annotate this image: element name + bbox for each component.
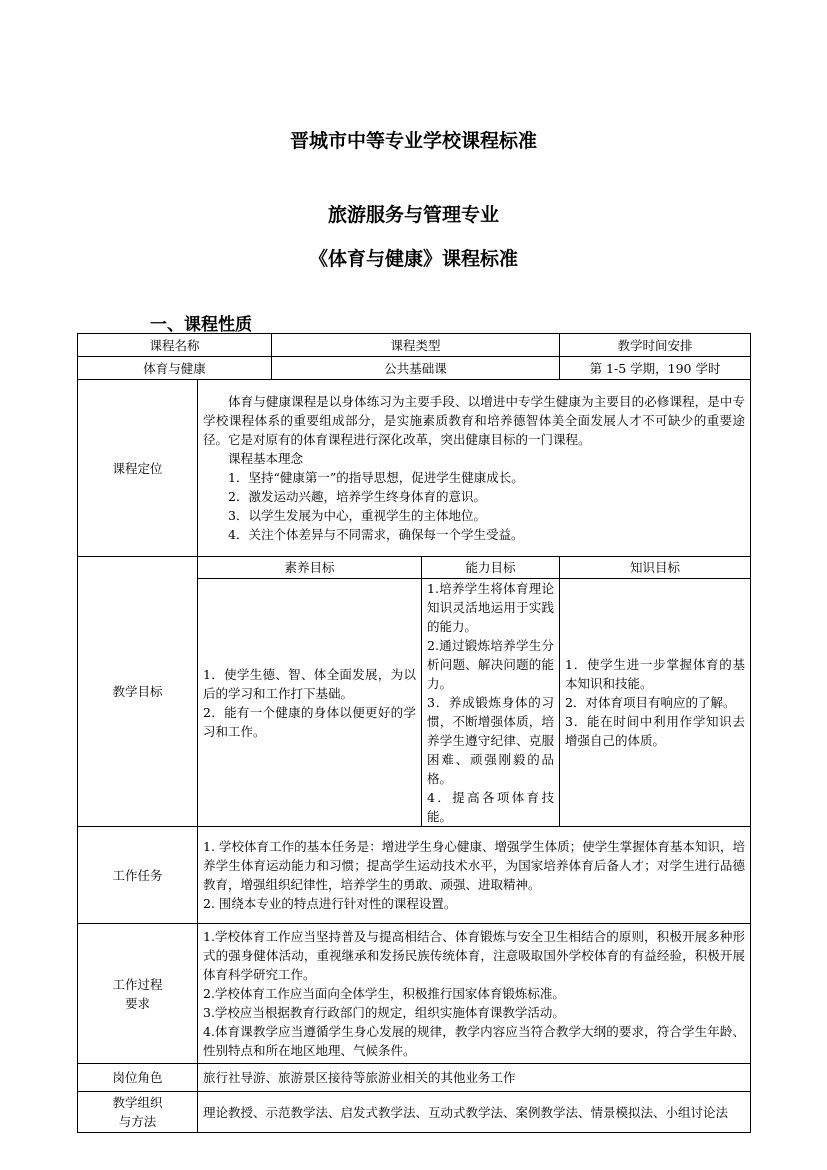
literacy-goal-item: 2．能有一个健康的身体以便更好的学习和工作。 (203, 704, 417, 739)
process-label-line: 工作过程 (112, 976, 163, 992)
method-label-line: 与方法 (118, 1114, 157, 1129)
tasks-label: 工作任务 (78, 827, 198, 924)
role-row (78, 1064, 751, 1092)
concept-item: 1．坚持“健康第一”的指导思想，促进学生健康成长。 (228, 470, 524, 485)
method-value: 理论教授、示范教学法、启发式教学法、互动式教学法、案例教学法、情景模拟法、小组讨论法 (198, 1092, 751, 1133)
course-name-value: 体育与健康 (78, 357, 272, 380)
course-standard-table (77, 333, 751, 1133)
ability-goal-item: 1.培养学生将体育理论知识灵活地运用于实践的能力。 (427, 581, 555, 634)
task-item: 1. 学校体育工作的基本任务是：增进学生身心健康、增强学生体质；使学生掌握体育基本知识，培养学生体育运动能力和习惯；提高学生运动技术水平，为国家培养体育后备人才；对学生进行品德教育，增强组织纪律性，培养学生的勇敢、顽强、进取精神。 (203, 839, 746, 892)
ability-goal-item: 2.通过锻炼培养学生分析问题、解决问题的能力。 (427, 638, 555, 691)
knowledge-goal-item: 2．对体育项目有响应的了解。 (565, 695, 736, 710)
header-course-name: 课程名称 (78, 334, 272, 357)
course-title: 《体育与健康》课程标准 (308, 248, 518, 270)
process-label (78, 924, 198, 1064)
task-item: 2. 围绕本专业的特点进行针对性的课程设置。 (203, 896, 457, 911)
knowledge-goal-item: 1．使学生进一步掌握体育的基本知识和技能。 (565, 657, 746, 691)
course-type-value: 公共基础课 (272, 357, 560, 380)
role-value: 旅行社导游、旅游景区接待等旅游业相关的其他业务工作 (198, 1064, 751, 1092)
concept-title: 课程基本理念 (228, 451, 304, 466)
method-row (78, 1092, 751, 1133)
knowledge-goal-header: 知识目标 (560, 557, 751, 579)
positioning-row (78, 380, 751, 557)
tasks-content (198, 827, 751, 924)
process-item: 4.体育课教学应当遵循学生身心发展的规律，教学内容应当符合教学大纲的要求，符合学生年龄、性别特点和所在地区地理、气候条件。 (203, 1024, 746, 1058)
method-label-line: 教学组织 (112, 1095, 163, 1110)
major-title: 旅游服务与管理专业 (327, 204, 499, 226)
concept-item: 3．以学生发展为中心，重视学生的主体地位。 (228, 508, 486, 523)
positioning-content (198, 380, 751, 557)
table-header-row (78, 334, 751, 357)
concept-item: 2．激发运动兴趣，培养学生终身体育的意识。 (228, 489, 486, 504)
process-content (198, 924, 751, 1064)
time-value: 第 1-5 学期，190 学时 (560, 357, 751, 380)
literacy-goal-item: 1．使学生德、智、体全面发展，为以后的学习和工作打下基础。 (203, 666, 417, 701)
goals-header-row (78, 557, 751, 579)
header-time: 教学时间安排 (560, 334, 751, 357)
role-label: 岗位角色 (78, 1064, 198, 1092)
method-label (78, 1092, 198, 1133)
literacy-goal-header: 素养目标 (198, 557, 422, 579)
literacy-goals (198, 579, 422, 827)
ability-goals (422, 579, 560, 827)
section-heading: 一、课程性质 (150, 315, 252, 335)
process-item: 3.学校应当根据教育行政部门的规定，组织实施体育课教学活动。 (203, 1005, 565, 1020)
knowledge-goal-item: 3．能在时间中利用作学知识去增强自己的体质。 (565, 714, 746, 748)
document-title: 晋城市中等专业学校课程标准 (289, 130, 537, 152)
concept-item: 4．关注个体差异与不同需求，确保每一个学生受益。 (228, 527, 524, 542)
process-row (78, 924, 751, 1064)
ability-goal-item: 3．养成锻炼身体的习惯，不断增强体质，培养学生遵守纪律、克服困难、顽强刚毅的品格。 (427, 695, 555, 786)
table-info-row (78, 357, 751, 380)
goals-label: 教学目标 (78, 557, 198, 827)
positioning-label: 课程定位 (78, 380, 198, 557)
header-course-type: 课程类型 (272, 334, 560, 357)
ability-goal-header: 能力目标 (422, 557, 560, 579)
process-item: 2.学校体育工作应当面向全体学生，积极推行国家体育锻炼标准。 (203, 986, 565, 1001)
knowledge-goals (560, 579, 751, 827)
process-item: 1.学校体育工作应当坚持普及与提高相结合、体育锻炼与安全卫生相结合的原则，积极开展多种形式的强身健体活动，重视继承和发扬民族传统体育，注意吸取国外学校体育的有益经验，积极开展体育科学研究工作。 (203, 929, 746, 982)
ability-goal-item: 4．提高各项体育技能。 (427, 790, 555, 824)
process-label-line: 要求 (124, 995, 150, 1011)
positioning-paragraph: 体育与健康课程是以身体练习为主要手段、以增进中专学生健康为主要目的必修课程，是中专学校课程体系的重要组成部分，是实施素质教育和培养德智体美全面发展人才不可缺少的重要途径。它是对原有的体育课程进行深化改革，突出健康目标的一门课程。 (203, 394, 746, 447)
tasks-row (78, 827, 751, 924)
